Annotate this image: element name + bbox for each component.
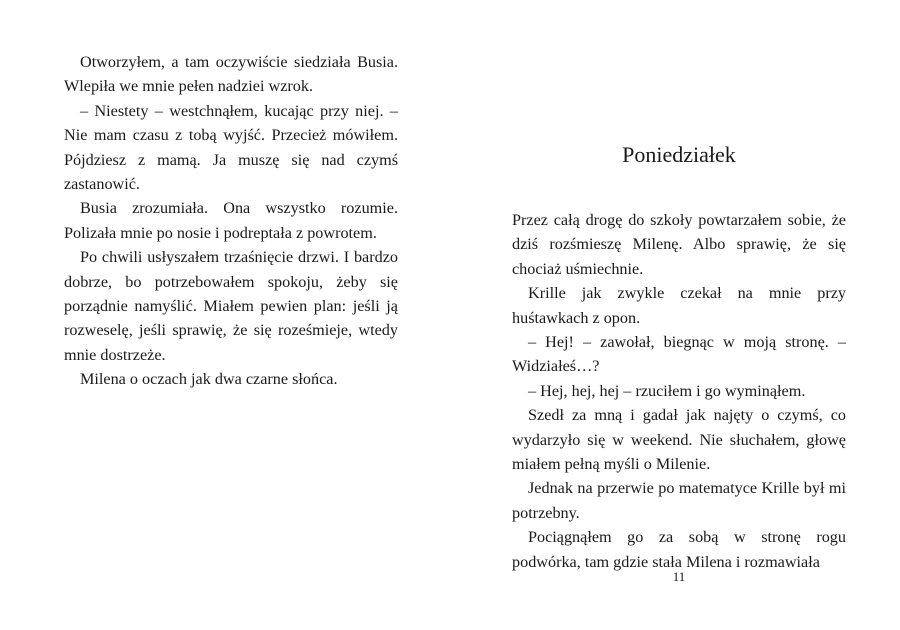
paragraph: Jednak na przerwie po matematyce Krille był mi potrzebny. bbox=[512, 479, 846, 522]
page-number: 11 bbox=[672, 569, 686, 584]
paragraph: Busia zrozumiała. Ona wszystko rozumie. Polizała mnie po nosie i podreptała z powrotem. bbox=[64, 199, 398, 242]
paragraph: Przez całą drogę do szkoły powtarzałem sobie, że dziś rozśmieszę Milenę. Albo sprawię, że się chociaż uśmiechnie. bbox=[512, 211, 846, 278]
paragraph: Pociągnąłem go za sobą w stronę rogu podwórka, tam gdzie stała Milena i rozmawiała bbox=[512, 528, 846, 571]
paragraph: Szedł za mną i gadał jak najęty o czymś, co wydarzyło się w weekend. Nie słuchałem, głowę miałem pełną myśli o Milenie. bbox=[512, 406, 846, 474]
paragraph: – Hej! – zawołał, biegnąc w moją stronę. – Widziałeś…? bbox=[512, 333, 846, 376]
paragraph: Krille jak zwykle czekał na mnie przy huśtawkach z opon. bbox=[512, 284, 846, 327]
paragraph: Milena o oczach jak dwa czarne słońca. bbox=[80, 370, 338, 389]
paragraph: Otworzyłem, a tam oczywiście siedziała Busia. Wlepiła we mnie pełen nadziei wzrok. bbox=[64, 53, 398, 96]
right-page-text bbox=[512, 208, 846, 574]
paragraph: – Hej, hej, hej – rzuciłem i go wyminąłem. bbox=[528, 381, 806, 400]
paragraph: Po chwili usłyszałem trzaśnięcie drzwi. I bardzo dobrze, bo potrzebowałem spokoju, żeby się porządnie namyślić. Miałem pewien plan: jeśli ją rozweselę, jeśli sprawię, że się roześmieje, wtedy mnie dostrzeże. bbox=[64, 248, 398, 364]
right-page bbox=[450, 0, 900, 630]
left-page-text bbox=[64, 50, 398, 392]
chapter-title: Poniedziałek bbox=[622, 142, 736, 167]
paragraph: – Niestety – westchnąłem, kucając przy niej. – Nie mam czasu z tobą wyjść. Przecież mówiłem. Pójdziesz z mamą. Ja muszę się nad czymś zastanowić. bbox=[64, 101, 398, 194]
